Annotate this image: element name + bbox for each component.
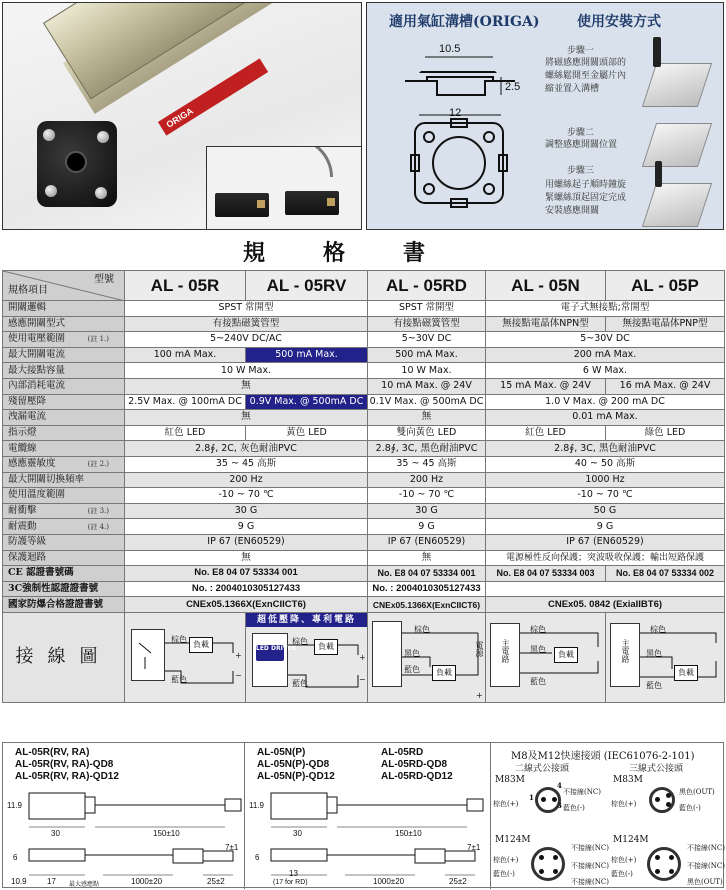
table-cell: No. E8 04 07 53334 002 xyxy=(606,566,725,582)
patent-banner: 超低壓降、專利電路 xyxy=(246,613,367,627)
dim-sense-label: 最大感應點 xyxy=(69,882,100,888)
pin-label: 棕色(+) xyxy=(493,856,519,864)
wire-blue: 藍色 xyxy=(530,676,546,686)
corner-model-label: 型號 xyxy=(94,274,114,285)
table-row xyxy=(3,410,725,426)
dim-plug-offset: 7±1 xyxy=(467,843,481,852)
table-cell: SPST 常開型 xyxy=(125,301,368,317)
pin-label: 棕色(+) xyxy=(611,800,637,808)
row-label: 殘留壓降 xyxy=(3,394,125,410)
m12-plug-3wire xyxy=(647,847,681,881)
wire-brown: 棕色 xyxy=(530,624,546,634)
dim-cable-length: 150±10 xyxy=(153,829,180,838)
row-label: 防護等級 xyxy=(3,534,125,550)
row-label: 最大接點容量 xyxy=(3,363,125,379)
wiring-diagram-05rv xyxy=(246,612,368,702)
dim-sense-offset: 17 xyxy=(47,877,56,886)
table-cell: 9 G xyxy=(125,519,368,535)
m124-label: M124M xyxy=(495,835,531,845)
table-cell: 無接點電晶体NPN型 xyxy=(486,316,606,332)
table-cell: -10 ~ 70 ℃ xyxy=(486,488,725,504)
m83-label: M83M xyxy=(613,775,643,785)
dim-height: 11.9 xyxy=(7,801,22,810)
dim-cable-length-2: 1000±20 xyxy=(373,877,405,886)
table-cell: 30 G xyxy=(125,503,368,519)
table-cell: 5~30V DC xyxy=(486,332,725,348)
table-row xyxy=(3,534,725,550)
table-cell-highlight: 500 mA Max. xyxy=(246,347,368,363)
step-2-text: 調整感應開關位置 xyxy=(545,140,618,150)
dim-height: 11.9 xyxy=(249,801,264,810)
row-label: 使用溫度範圍 xyxy=(3,488,125,504)
table-row xyxy=(3,441,725,457)
table-cell-highlight: 0.9V Max. @ 500mA DC xyxy=(246,394,368,410)
corner-item-label: 規格項目 xyxy=(8,285,48,296)
pin-label: 黑色(OUT) xyxy=(679,788,715,796)
wire-blue: 藍色 xyxy=(646,680,662,690)
pin-label: 藍色(-) xyxy=(679,804,701,812)
wire-blue: 藍色 xyxy=(171,674,187,684)
pin-label: 藍色(-) xyxy=(611,870,633,878)
dimension-section xyxy=(2,742,724,888)
row-label: 洩漏電流 xyxy=(3,410,125,426)
install-title: 使用安裝方式 xyxy=(577,14,661,30)
table-cell: 雙向黃色 LED xyxy=(368,425,486,441)
table-cell: 10 W Max. xyxy=(125,363,368,379)
table-cell: SPST 常開型 xyxy=(368,301,486,317)
load-box: 負載 xyxy=(432,665,456,681)
pin-label: 棕色(+) xyxy=(611,856,637,864)
pin-number: 4 xyxy=(557,781,562,790)
pin-label: 不接線(NC) xyxy=(563,788,601,796)
table-cell: 紅色 LED xyxy=(125,425,246,441)
row-label: 最大開關電流 xyxy=(3,347,125,363)
table-cell: 35 ~ 45 高斯 xyxy=(125,456,368,472)
load-box: 負載 xyxy=(189,637,213,653)
model-al-05p: AL - 05P xyxy=(606,271,725,301)
model-line: AL-05RD xyxy=(381,747,424,758)
table-cell: 10 W Max. xyxy=(368,363,486,379)
dim-body-length: 30 xyxy=(51,829,60,838)
table-cell: -10 ~ 70 ℃ xyxy=(368,488,486,504)
pin-label: 不接線(NC) xyxy=(687,844,725,852)
m83-label: M83M xyxy=(495,775,525,785)
wire-brown: 棕色 xyxy=(171,634,187,644)
connector-3wire-title: 三線式公接頭 xyxy=(629,764,684,774)
table-row xyxy=(3,581,725,597)
model-line: AL-05RD-QD8 xyxy=(381,759,448,770)
table-cell xyxy=(486,581,725,597)
wire-brown: 棕色 xyxy=(650,624,666,634)
table-cell: 9 G xyxy=(486,519,725,535)
table-row xyxy=(3,347,725,363)
table-cell: IP 67 (EN60529) xyxy=(125,534,368,550)
row-label: 國家防爆合格證證書號 xyxy=(3,597,125,613)
row-label: 開關邏輯 xyxy=(3,301,125,317)
table-row xyxy=(3,316,725,332)
wire-blue: 藍色 xyxy=(292,678,308,688)
table-cell: 5~240V DC/AC xyxy=(125,332,368,348)
table-row xyxy=(3,301,725,317)
pin-label: 黑色(OUT) xyxy=(687,878,723,886)
table-cell: 50 G xyxy=(486,503,725,519)
table-cell: 有接點磁簧管型 xyxy=(125,316,368,332)
wiring-diagram-05rd xyxy=(368,612,486,702)
spec-title: 規格書 xyxy=(242,240,483,266)
step-3-text: 用螺絲起子順時鐘旋緊螺絲頂起固定完成安裝感應開關 xyxy=(545,180,627,216)
power-plus: + xyxy=(235,650,242,660)
dim-width-2: 10.9 xyxy=(11,877,27,886)
model-line: AL-05RD-QD12 xyxy=(381,771,453,782)
cylinder-endcap xyxy=(37,121,117,207)
wiring-label: 接線圖 xyxy=(3,612,125,702)
table-cell: 40 ~ 50 高斯 xyxy=(486,456,725,472)
table-cell: 10 mA Max. @ 24V xyxy=(368,378,486,394)
model-line: AL-05N(P)-QD8 xyxy=(257,759,330,770)
load-box: 負載 xyxy=(554,647,578,663)
row-label: 耐震動 (註 4.) xyxy=(3,519,125,535)
row-label: CE 認證書號碼 xyxy=(3,566,125,582)
table-cell: No. E8 04 07 53334 001 xyxy=(368,566,486,582)
model-al-05rv: AL - 05RV xyxy=(246,271,368,301)
table-row xyxy=(3,566,725,582)
table-cell: CNEx05.1366X(ExnCIICT6) xyxy=(368,597,486,613)
table-cell: 電源極性反向保護；突波吸收保護；輸出短路保護 xyxy=(486,550,725,566)
wire-black: 黑色 xyxy=(404,648,420,658)
wire-brown: 棕色 xyxy=(292,636,308,646)
dims-al-05n-05rd xyxy=(245,743,491,889)
table-cell: 無 xyxy=(368,550,486,566)
groove-title: 適用氣缸溝槽(ORIGA) xyxy=(389,14,540,30)
table-cell: 無 xyxy=(125,410,368,426)
power-minus: − xyxy=(235,670,242,680)
table-cell: 35 ~ 45 高斯 xyxy=(368,456,486,472)
wiring-diagram-05p xyxy=(606,612,725,702)
model-al-05n: AL - 05N xyxy=(486,271,606,301)
load-box: 負載 xyxy=(674,665,698,681)
table-cell: 2.5V Max. @ 100mA DC xyxy=(125,394,246,410)
table-row xyxy=(3,332,725,348)
step-1-picture xyxy=(642,63,712,107)
pin-label: 棕色(+) xyxy=(493,800,519,808)
table-cell: 200 Hz xyxy=(125,472,368,488)
table-cell: -10 ~ 70 ℃ xyxy=(125,488,368,504)
model-line: AL-05R(RV, RA) xyxy=(15,747,90,758)
connector-2wire-title: 二線式公接頭 xyxy=(515,764,570,774)
table-cell: 紅色 LED xyxy=(486,425,606,441)
wiring-diagram-05n xyxy=(486,612,606,702)
dim-height-2: 6 xyxy=(13,853,18,862)
table-header-row xyxy=(3,271,725,301)
pin-label: 不接線(NC) xyxy=(571,844,609,852)
table-cell: 綠色 LED xyxy=(606,425,725,441)
model-al-05rd: AL - 05RD xyxy=(368,271,486,301)
spec-table xyxy=(2,270,725,703)
table-cell: 9 G xyxy=(368,519,486,535)
install-panel xyxy=(366,2,724,230)
dim-cable-length: 150±10 xyxy=(395,829,422,838)
table-cell: 無 xyxy=(125,550,368,566)
row-label: 耐衝擊 (註 3.) xyxy=(3,503,125,519)
table-cell: CNEx05.1366X(ExnCIICT6) xyxy=(125,597,368,613)
m12-plug-2wire xyxy=(531,847,565,881)
connector-section xyxy=(491,743,725,889)
table-cell: 2.8∮, 3C, 黑色耐油PVC xyxy=(486,441,725,457)
step-2-picture xyxy=(642,123,712,167)
row-label: 感應靈敏度 (註 2.) xyxy=(3,456,125,472)
pin-label: 藍色(-) xyxy=(493,870,515,878)
dim-bottom: 12 xyxy=(449,107,462,119)
pin-label: 不接線(NC) xyxy=(687,862,725,870)
origa-brand-label: ORIGA xyxy=(158,58,268,135)
table-cell: No. E8 04 07 53334 003 xyxy=(486,566,606,582)
table-cell: No. : 2004010305127433 xyxy=(368,581,486,597)
connector-title: M8及M12快速接頭 (IEC61076-2-101) xyxy=(511,751,695,762)
table-cell: 無接點電晶体PNP型 xyxy=(606,316,725,332)
row-label: 保護迴路 xyxy=(3,550,125,566)
main-circuit-label: 主電路 xyxy=(621,638,630,663)
table-cell: 電子式無接點;常開型 xyxy=(486,301,725,317)
table-row xyxy=(3,378,725,394)
sensor-photo-inset xyxy=(206,146,362,230)
row-label: 指示燈 xyxy=(3,425,125,441)
dim-body-length: 30 xyxy=(293,829,302,838)
dim-height-2: 6 xyxy=(255,853,260,862)
row-label: 電纜線 xyxy=(3,441,125,457)
dim-plug-offset: 7±1 xyxy=(225,843,239,852)
table-row xyxy=(3,488,725,504)
table-cell: No. : 2004010305127433 xyxy=(125,581,368,597)
step-1-title: 步驟一 xyxy=(567,46,595,56)
table-row xyxy=(3,472,725,488)
table-cell: 無 xyxy=(125,378,368,394)
m8-plug-3wire xyxy=(649,787,675,813)
wire-brown: 棕色 xyxy=(414,624,430,634)
dim-plug: 25±2 xyxy=(207,877,225,886)
table-cell: 0.1V Max. @ 500mA DC xyxy=(368,394,486,410)
dims-al-05r xyxy=(3,743,245,889)
dim-plug: 25±2 xyxy=(449,877,467,886)
model-line: AL-05R(RV, RA)-QD8 xyxy=(15,759,114,770)
table-row xyxy=(3,456,725,472)
table-cell: 500 mA Max. xyxy=(368,347,486,363)
pin-number: 3 xyxy=(557,801,562,810)
table-row xyxy=(3,363,725,379)
m124-label: M124M xyxy=(613,835,649,845)
dim-sense-offset: 13 xyxy=(289,869,298,878)
model-al-05r: AL - 05R xyxy=(125,271,246,301)
dim-top: 10.5 xyxy=(439,43,461,55)
pin-label: 不接線(NC) xyxy=(571,878,609,886)
groove-drawing xyxy=(397,43,547,223)
model-line: AL-05R(RV, RA)-QD12 xyxy=(15,771,119,782)
table-cell: IP 67 (EN60529) xyxy=(486,534,725,550)
step-3-picture xyxy=(642,183,712,227)
table-cell: 0.01 mA Max. xyxy=(486,410,725,426)
table-cell: 1.0 V Max. @ 200 mA DC xyxy=(486,394,725,410)
table-cell: 16 mA Max. @ 24V xyxy=(606,378,725,394)
model-line: AL-05N(P) xyxy=(257,747,306,758)
table-row xyxy=(3,550,725,566)
table-row xyxy=(3,597,725,613)
table-cell: 有接點磁簧管型 xyxy=(368,316,486,332)
table-cell: 無 xyxy=(368,410,486,426)
pin-number: 1 xyxy=(529,793,534,802)
pin-label: 藍色(-) xyxy=(563,804,585,812)
table-row xyxy=(3,425,725,441)
led-driver-badge: LED DRIVER xyxy=(256,645,284,661)
table-cell: 6 W Max. xyxy=(486,363,725,379)
table-cell: IP 67 (EN60529) xyxy=(368,534,486,550)
model-line: AL-05N(P)-QD12 xyxy=(257,771,335,782)
wiring-row xyxy=(3,612,725,702)
pin-label: 不接線(NC) xyxy=(571,862,609,870)
table-cell: 200 mA Max. xyxy=(486,347,725,363)
step-2-title: 步驟二 xyxy=(567,128,595,138)
dim-rd-note: (17 for RD) xyxy=(273,879,308,886)
dim-side: 2.5 xyxy=(505,81,521,93)
table-cell: 2.8∮, 2C, 灰色耐油PVC xyxy=(125,441,368,457)
table-cell: 2.8∮, 3C, 黑色耐油PVC xyxy=(368,441,486,457)
power-plus: + xyxy=(476,690,483,700)
row-label: 3C強制性認證證書號 xyxy=(3,581,125,597)
row-label: 內部消耗電流 xyxy=(3,378,125,394)
main-circuit-label: 主電路 xyxy=(501,638,510,663)
table-cell: 5~30V DC xyxy=(368,332,486,348)
table-row xyxy=(3,519,725,535)
table-cell: 黃色 LED xyxy=(246,425,368,441)
row-label: 最大開關切換頻率 xyxy=(3,472,125,488)
step-3-title: 步驟三 xyxy=(567,166,595,176)
wire-black: 黑色 xyxy=(530,644,546,654)
table-cell: 15 mA Max. @ 24V xyxy=(486,378,606,394)
load-box: 負載 xyxy=(314,639,338,655)
wire-black: 黑色 xyxy=(646,648,662,658)
wire-blue: 藍色 xyxy=(404,664,420,674)
power-minus: − xyxy=(359,674,366,684)
dim-cable-length-2: 1000±20 xyxy=(131,877,163,886)
step-1-text: 將磁感應開關頭部的螺絲鬆開至金屬片內縮並置入溝槽 xyxy=(545,58,627,94)
corner-cell xyxy=(3,271,125,301)
table-cell: 100 mA Max. xyxy=(125,347,246,363)
table-cell: 200 Hz xyxy=(368,472,486,488)
table-cell: CNEx05. 0842 (ExiaIIBT6) xyxy=(486,597,725,613)
wiring-diagram-05r xyxy=(125,612,246,702)
power-label: 電源 xyxy=(475,640,484,657)
row-label: 感應開關型式 xyxy=(3,316,125,332)
row-label: 使用電壓範圍 (註 1.) xyxy=(3,332,125,348)
table-cell: 30 G xyxy=(368,503,486,519)
table-cell: No. E8 04 07 53334 001 xyxy=(125,566,368,582)
table-row xyxy=(3,503,725,519)
power-plus: + xyxy=(359,652,366,662)
table-cell: 1000 Hz xyxy=(486,472,725,488)
table-row xyxy=(3,394,725,410)
